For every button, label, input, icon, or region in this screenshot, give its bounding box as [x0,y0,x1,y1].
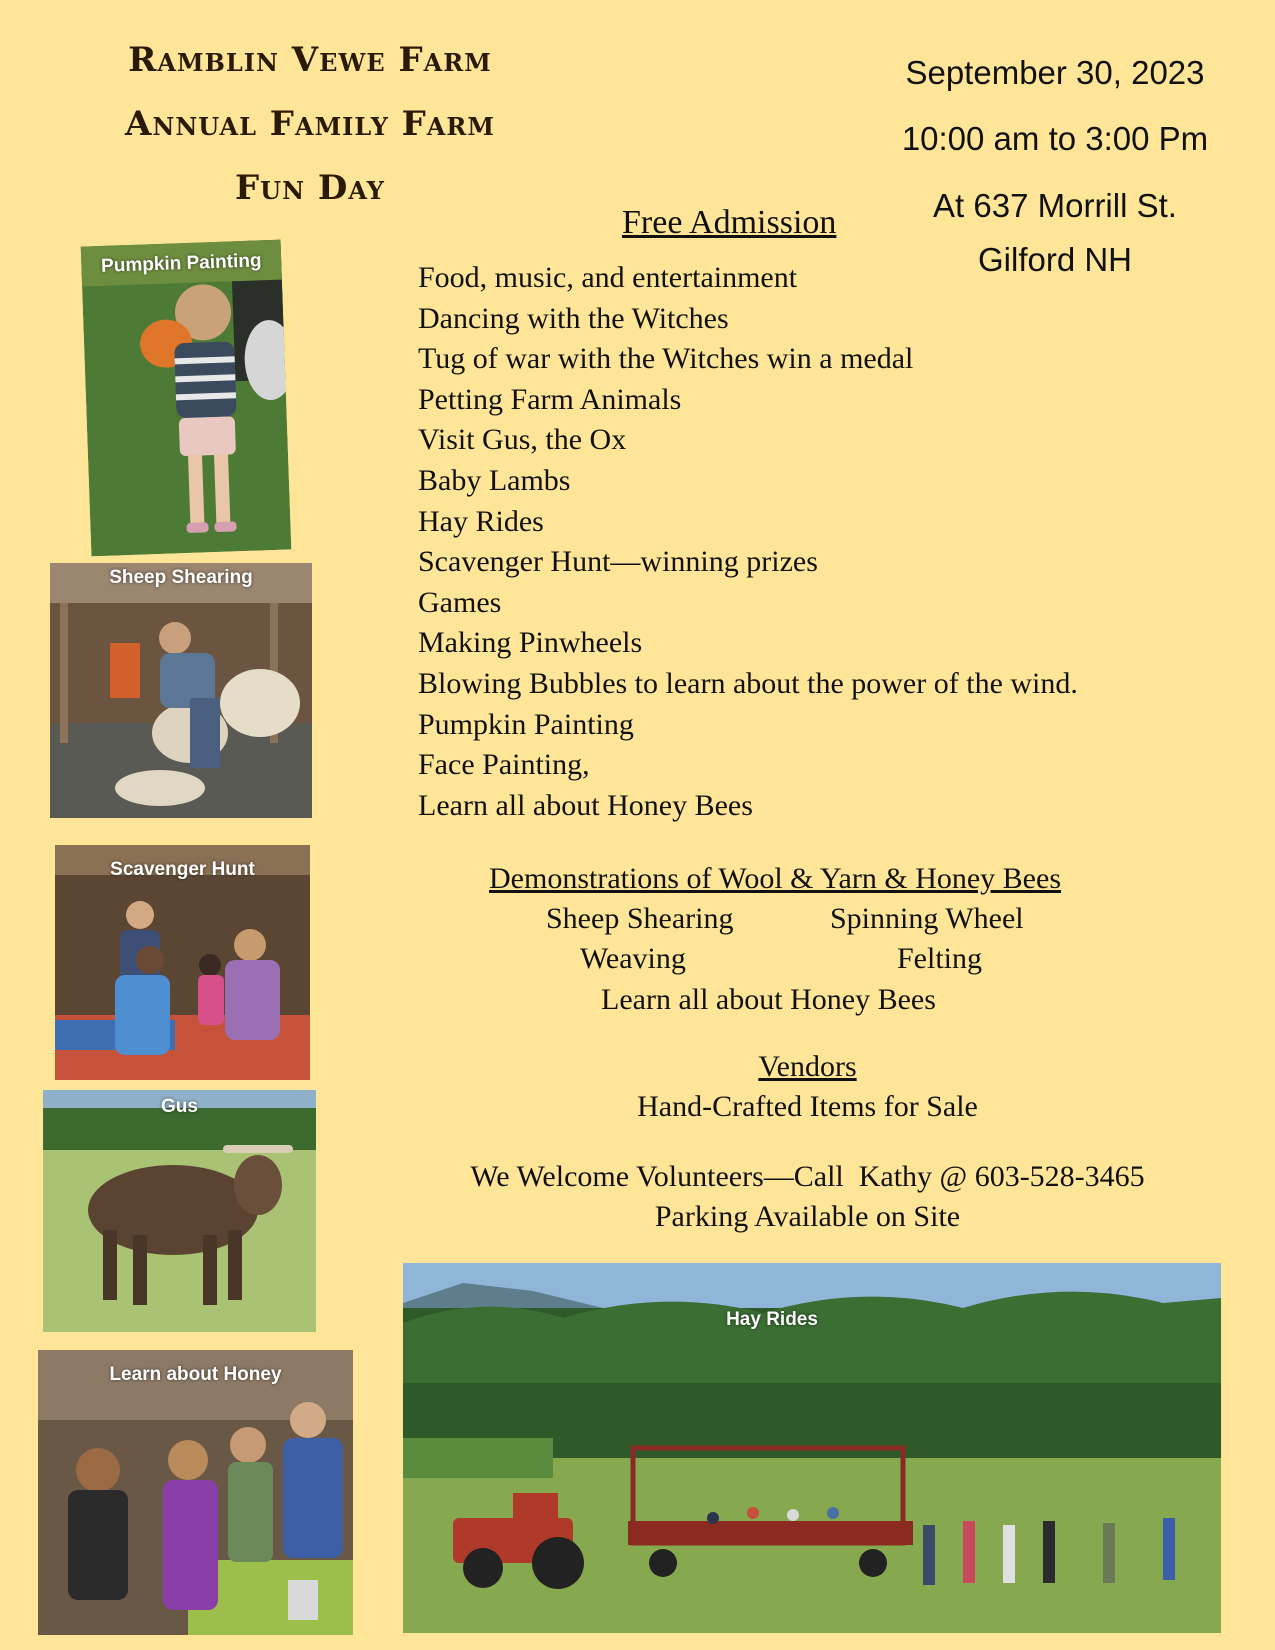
list-item: Scavenger Hunt—winning prizes [418,545,818,579]
list-item: Visit Gus, the Ox [418,423,627,457]
title-line-1: Ramblin Vewe Farm [128,40,492,80]
pumpkin-photo-image [81,240,292,557]
caption-honey: Learn about Honey [109,1364,282,1385]
list-item: Games [418,585,502,619]
list-item: Petting Farm Animals [418,382,682,416]
list-item: Face Painting, [418,748,590,782]
title-line-2: Annual Family Farm [125,104,495,144]
gus-photo-image [43,1090,316,1332]
photo-learn-about-honey [38,1350,353,1635]
free-admission-heading: Free Admission [622,204,837,241]
sheep-photo-image [50,563,312,818]
activities-list [418,258,1078,826]
event-date: September 30, 2023 [905,54,1205,91]
parking-text: Parking Available on Site [654,1200,961,1233]
list-item: Dancing with the Witches [418,301,729,335]
volunteers-text: We Welcome Volunteers—Call Kathy @ 603-528-3465 [470,1160,1145,1193]
vendors-heading: Vendors [758,1050,857,1083]
title-line-3: Fun Day [235,168,385,208]
photo-hay-rides [403,1263,1221,1633]
vendors-text: Hand-Crafted Items for Sale [637,1090,978,1123]
photo-sheep-shearing [50,563,312,818]
list-item: Learn all about Honey Bees [418,788,753,822]
demo-honey-bees: Learn all about Honey Bees [601,983,936,1016]
caption-pumpkin: Pumpkin Painting [100,250,262,277]
caption-sheep: Sheep Shearing [109,567,253,588]
caption-gus: Gus [161,1096,198,1117]
list-item: Making Pinwheels [418,626,643,660]
demo-weaving: Weaving [580,942,686,975]
list-item: Food, music, and entertainment [418,261,798,294]
photo-gus [43,1090,316,1332]
honey-photo-image [38,1350,353,1635]
photo-pumpkin-painting [81,240,292,557]
list-item: Hay Rides [418,504,544,538]
event-time: 10:00 am to 3:00 Pm [901,120,1209,157]
photo-scavenger-hunt [55,845,310,1080]
list-item: Tug of war with the Witches win a medal [418,342,914,376]
list-item: Blowing Bubbles to learn about the power of the wind. [418,666,1078,700]
list-item: Baby Lambs [418,463,571,497]
caption-scavenger: Scavenger Hunt [110,859,255,880]
demo-sheep-shearing: Sheep Shearing [546,902,734,935]
demo-spinning-wheel: Spinning Wheel [830,902,1024,935]
address-town: Gilford NH [977,241,1133,278]
list-item: Pumpkin Painting [418,707,634,741]
demo-felting: Felting [897,942,983,975]
caption-hayrides: Hay Rides [726,1309,818,1330]
demonstrations-heading: Demonstrations of Wool & Yarn & Honey Bees [489,862,1061,895]
address-street: At 637 Morrill St. [933,187,1177,224]
